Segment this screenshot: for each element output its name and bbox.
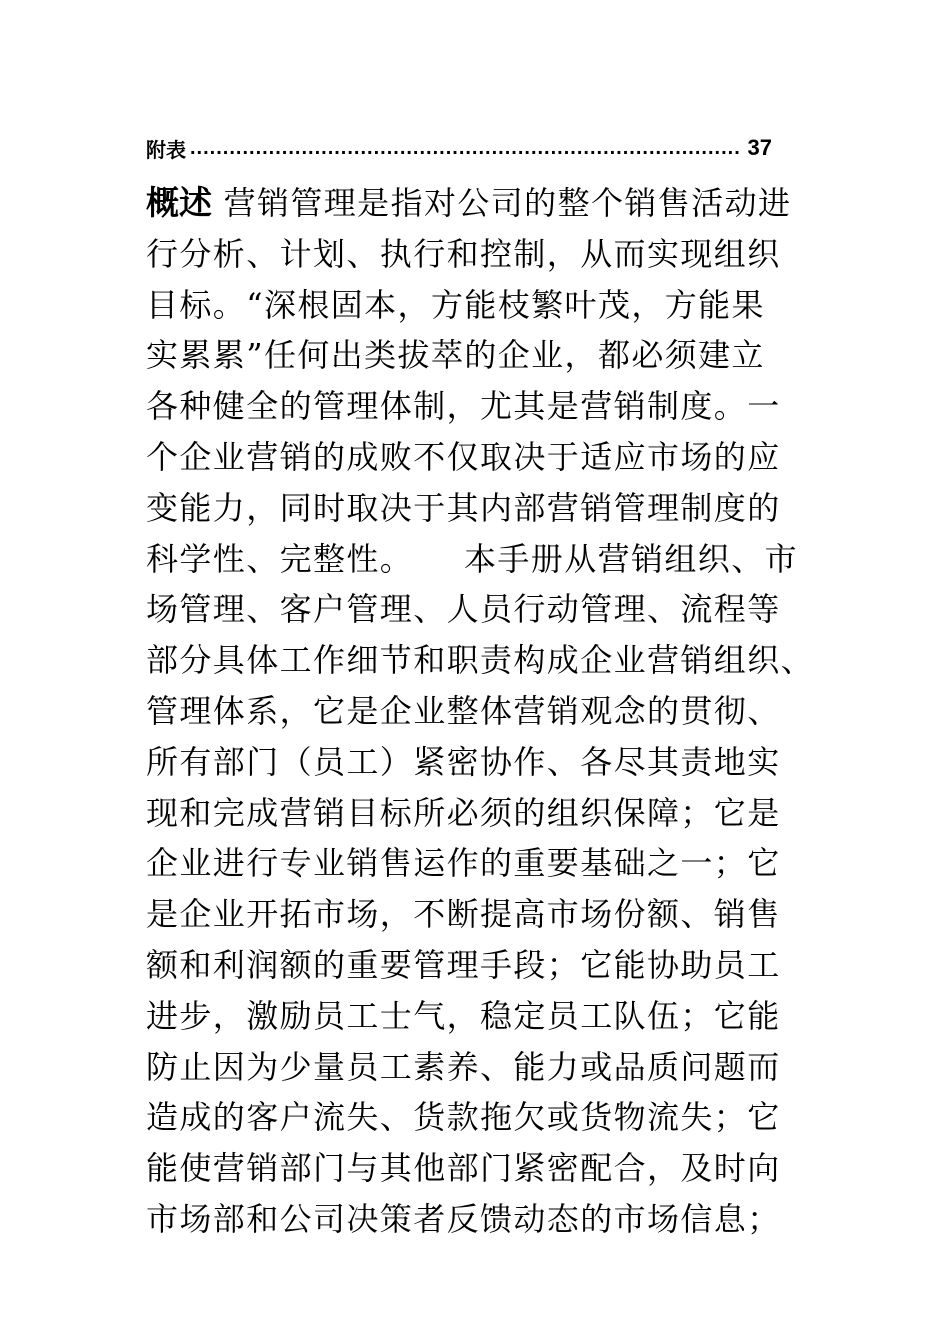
body-line-17: 进步，激励员工士气，稳定员工队伍；它能	[146, 996, 781, 1035]
body-line-3: 目标。“深根固本，方能枝繁叶茂，方能果	[146, 285, 765, 324]
overview-section	[146, 178, 826, 1245]
section-heading: 概述	[146, 183, 212, 222]
body-line-text: 营销管理是指对公司的整个销售活动进	[223, 184, 792, 222]
toc-entry-label: 附表	[146, 139, 186, 162]
body-line-13: 现和完成营销目标所必须的组织保障；它是	[146, 793, 781, 832]
body-line-19: 造成的客户流失、货款拖欠或货物流失；它	[146, 1098, 781, 1137]
body-line-14: 企业进行专业销售运作的重要基础之一；它	[146, 844, 781, 883]
body-line-9: 场管理、客户管理、人员行动管理、流程等	[146, 590, 781, 629]
body-line-7: 变能力，同时取决于其内部营销管理制度的	[146, 488, 781, 527]
body-line-1	[146, 178, 826, 229]
body-line-15: 是企业开拓市场，不断提高市场份额、销售	[146, 895, 781, 934]
body-line-18: 防止因为少量员工素养、能力或品质问题而	[146, 1047, 781, 1086]
toc-dot-leader	[190, 137, 742, 160]
body-line-5: 各种健全的管理体制，尤其是营销制度。一	[146, 387, 781, 426]
body-line-8: 科学性、完整性。 本手册从营销组织、市	[146, 539, 799, 578]
toc-entry-page-number: 37	[747, 135, 772, 160]
body-line-11: 管理体系，它是企业整体营销观念的贯彻、	[146, 691, 781, 730]
body-line-20: 能使营销部门与其他部门紧密配合，及时向	[146, 1149, 781, 1188]
body-line-21: 市场部和公司决策者反馈动态的市场信息；	[146, 1199, 781, 1238]
body-line-2: 行分析、计划、执行和控制，从而实现组织	[146, 234, 781, 273]
body-line-12: 所有部门（员工）紧密协作、各尽其责地实	[146, 742, 781, 781]
body-line-10: 部分具体工作细节和职责构成企业营销组织、	[146, 641, 815, 680]
body-line-16: 额和利润额的重要管理手段；它能协助员工	[146, 945, 781, 984]
toc-entry[interactable]	[146, 131, 772, 165]
body-line-6: 个企业营销的成败不仅取决于适应市场的应	[146, 437, 781, 476]
body-line-4: 实累累”任何出类拔萃的企业，都必须建立	[146, 336, 765, 375]
